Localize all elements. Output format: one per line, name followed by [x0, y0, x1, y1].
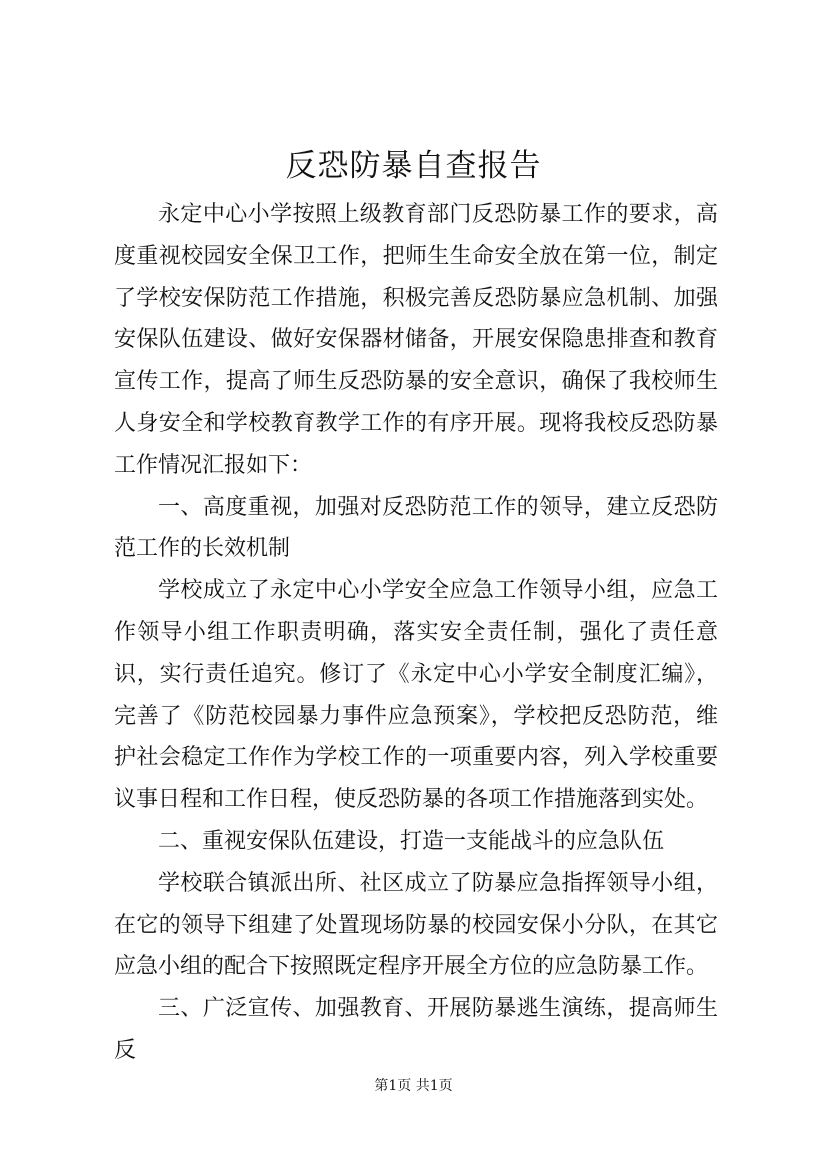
page-footer: 第1页 共1页 — [374, 1078, 453, 1094]
paragraph-section-1: 学校成立了永定中心小学安全应急工作领导小组，应急工作领导小组工作职责明确，落实安全责任制，强化了责任意识，实行责任追究。修订了《永定中心小学安全制度汇编》，完善了《防范校园暴力事件应急预案》，学校把反恐防范，维护社会稳定工作作为学校工作的一项重要内容，列入学校重要议事日程和工作日程，使反恐防暴的各项工作措施落到实处。 — [114, 578, 718, 813]
section-heading-2: 二、重视安保队伍建设，打造一支能战斗的应急队伍 — [158, 828, 665, 854]
section-heading-1: 一、高度重视，加强对反恐防范工作的领导，建立反恐防范工作的长效机制 — [114, 494, 718, 562]
paragraph-section-2: 学校联合镇派出所、社区成立了防暴应急指挥领导小组，在它的领导下组建了处置现场防暴的校园安保小分队，在其它应急小组的配合下按照既定程序开展全方位的应急防暴工作。 — [114, 870, 718, 980]
document-body — [114, 194, 718, 1072]
section-heading-3: 三、广泛宣传、加强教育、开展防暴逃生演练，提高师生反 — [114, 996, 718, 1063]
paragraph-intro: 永定中心小学按照上级教育部门反恐防暴工作的要求，高度重视校园安全保卫工作，把师生生命安全放在第一位，制定了学校安保防范工作措施，积极完善反恐防暴应急机制、加强安保队伍建设、做好安保器材储备，开展安保隐患排查和教育宣传工作，提高了师生反恐防暴的安全意识，确保了我校师生人身安全和学校教育教学工作的有序开展。现将我校反恐防暴工作情况汇报如下： — [114, 202, 718, 478]
document-title: 反恐防暴自查报告 — [285, 148, 542, 184]
